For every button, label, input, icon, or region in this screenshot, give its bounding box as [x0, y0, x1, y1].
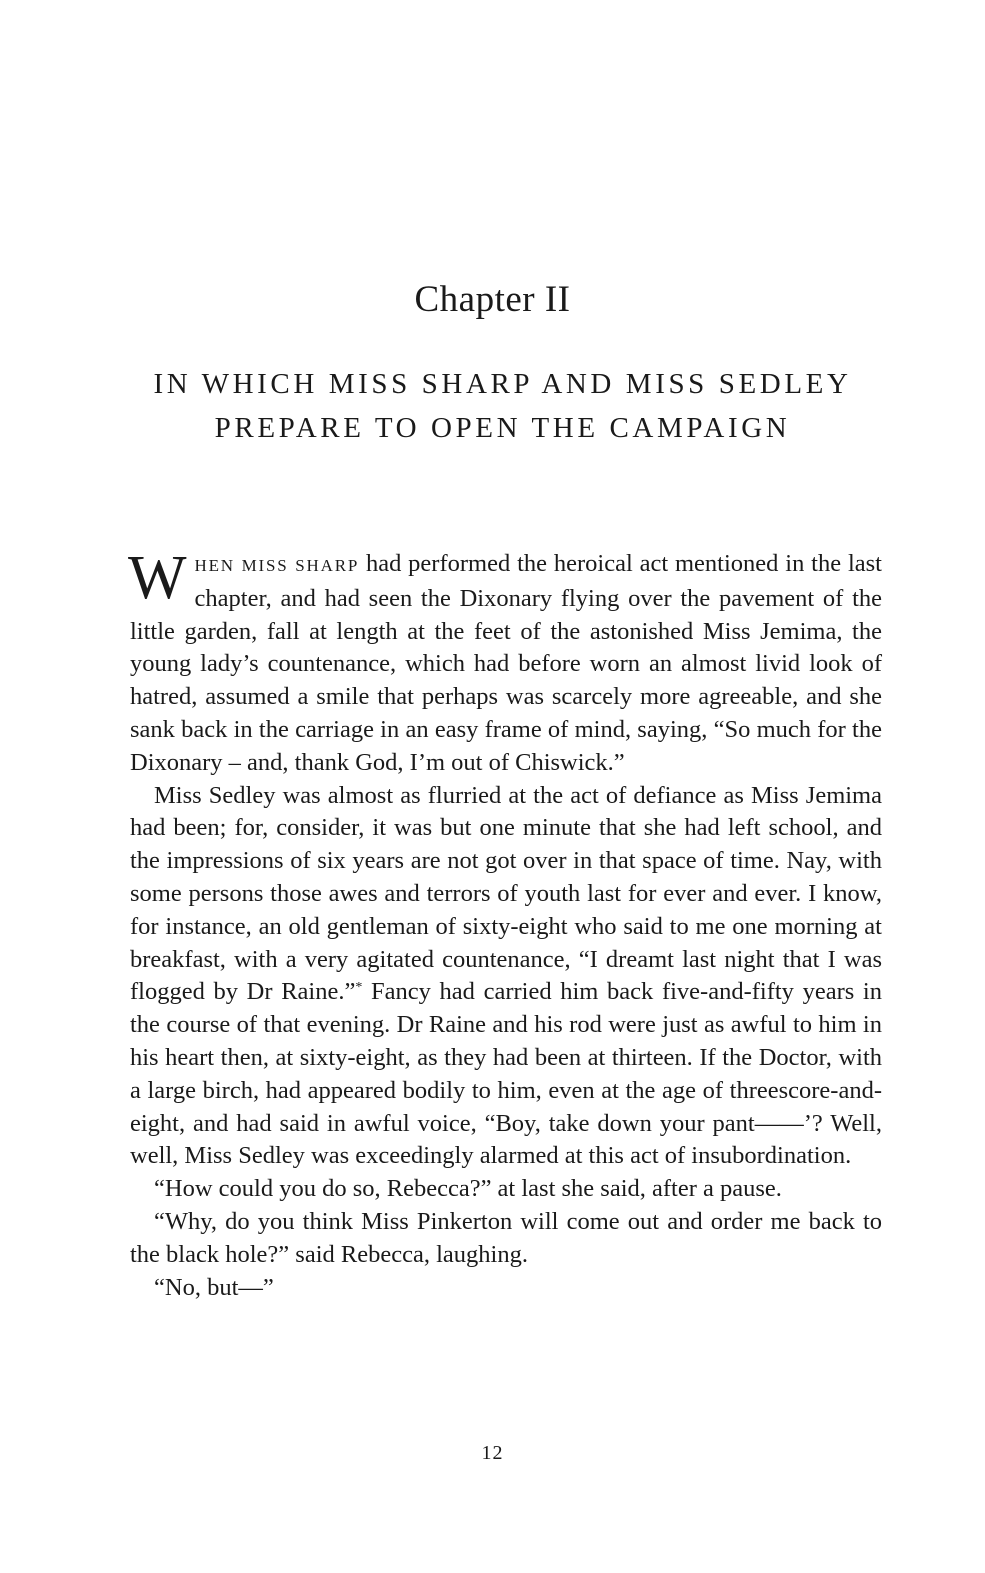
- paragraph-2-text-b: Fancy had carried him back five-and-fifty years in the course of that evening. Dr Raine and his rod were just as awful to him in his heart then, at sixty-eight, as they had been at thirteen. If the Doctor, with a large birch, had appeared bodily to him, even at the age of threescore-and-eight, and had said in awful voice, “Boy, take down your pant——’? Well, well, Miss Sedley was exceedingly alarmed at this act of insubordination.: [130, 978, 882, 1170]
- paragraph-2: [130, 780, 882, 1174]
- paragraph-5: “No, but—”: [154, 1273, 274, 1301]
- small-caps-opening: HEN MISS SHARP: [194, 556, 360, 575]
- chapter-number: Chapter II: [414, 279, 571, 320]
- chapter-body: [128, 544, 882, 1304]
- paragraph-1-text: had performed the heroical act mentioned in the last chapter, and had seen the Dixonary flying over the pavement of the little garden, fall at length at the feet of the astonished Miss Jemima, the young lady’s countenance, which had before worn an almost livid look of hatred, assumed a smile that perhaps was scarcely more agreeable, and she sank back in the carriage in an easy frame of mind, saying, “So much for the Dixonary – and, thank God, I’m out of Chiswick.”: [130, 550, 882, 776]
- paragraph-4: “Why, do you think Miss Pinkerton will come out and order me back to the black hole?” said Rebecca, laughing.: [130, 1207, 882, 1268]
- page-number: 12: [481, 1442, 504, 1464]
- chapter-title: IN WHICH MISS SHARP AND MISS SEDLEY PREPARE TO OPEN THE CAMPAIGN: [153, 368, 852, 444]
- paragraph-3: “How could you do so, Rebecca?” at last she said, after a pause.: [154, 1175, 782, 1203]
- paragraph-1: [128, 544, 882, 780]
- paragraph-2-text-a: Miss Sedley was almost as flurried at the act of defiance as Miss Jemima had been; for, consider, it was but one minute that she had left school, and the impressions of six years are not got over in that space of time. Nay, with some persons those awes and terrors of youth last for ever and ever. I know, for instance, an old gentleman of sixty-eight who said to me one morning at breakfast, with a very agitated countenance, “I dreamt last night that I was flogged by Dr Raine.”: [130, 781, 882, 1006]
- footnote-marker[interactable]: *: [355, 980, 363, 996]
- drop-cap: W: [128, 544, 187, 612]
